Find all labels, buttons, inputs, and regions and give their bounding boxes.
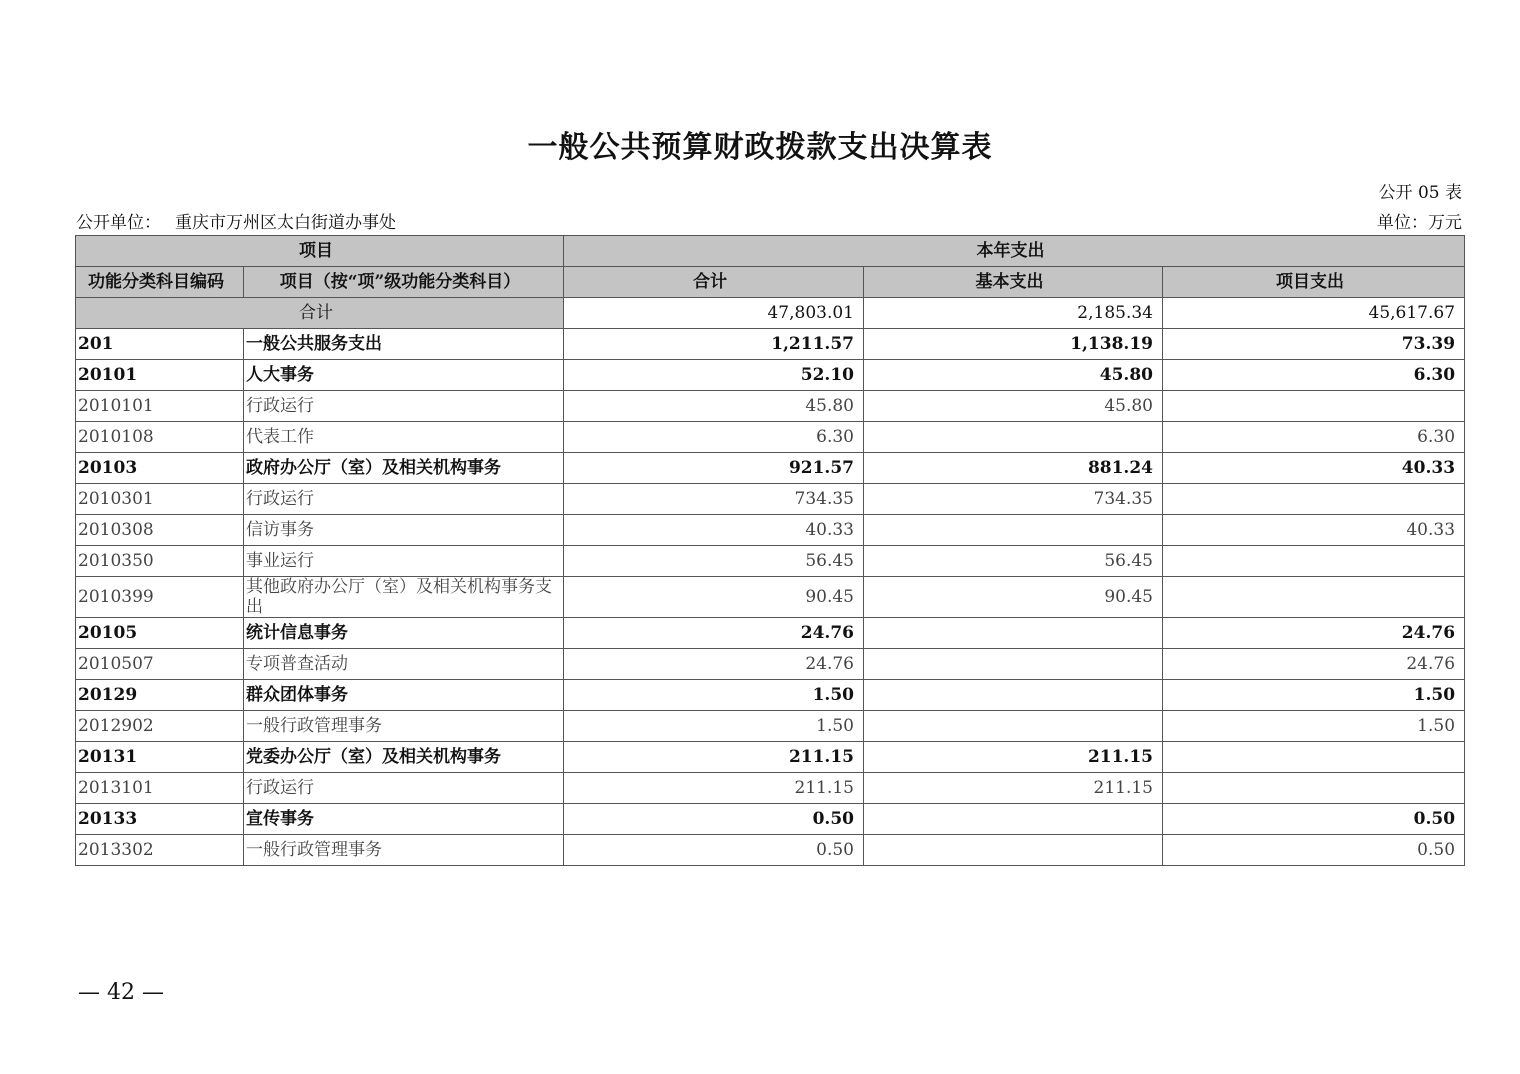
row-project	[1163, 773, 1465, 804]
table-row	[76, 835, 1465, 866]
unit-name: 重庆市万州区太白街道办事处	[175, 213, 396, 233]
row-code: 2013302	[76, 835, 244, 866]
row-code: 20133	[76, 804, 244, 835]
row-code: 2010101	[76, 391, 244, 422]
row-code: 2010507	[76, 649, 244, 680]
row-total: 0.50	[564, 835, 864, 866]
currency-unit: 单位：万元	[1377, 213, 1462, 233]
table-row	[76, 618, 1465, 649]
total-row	[76, 298, 1465, 329]
row-code: 20129	[76, 680, 244, 711]
row-name: 一般行政管理事务	[244, 835, 564, 866]
row-basic: 881.24	[864, 453, 1163, 484]
table-row	[76, 329, 1465, 360]
row-basic: 734.35	[864, 484, 1163, 515]
row-total: 1,211.57	[564, 329, 864, 360]
row-project: 0.50	[1163, 804, 1465, 835]
table-row	[76, 360, 1465, 391]
table-row	[76, 453, 1465, 484]
row-total: 0.50	[564, 804, 864, 835]
row-name: 统计信息事务	[244, 618, 564, 649]
reporting-unit	[76, 208, 410, 233]
row-basic	[864, 649, 1163, 680]
row-total: 90.45	[564, 577, 864, 618]
table-row	[76, 546, 1465, 577]
table-row	[76, 680, 1465, 711]
row-basic	[864, 422, 1163, 453]
row-name: 一般行政管理事务	[244, 711, 564, 742]
row-code: 20105	[76, 618, 244, 649]
row-project	[1163, 546, 1465, 577]
row-project: 1.50	[1163, 680, 1465, 711]
row-total: 6.30	[564, 422, 864, 453]
row-name: 宣传事务	[244, 804, 564, 835]
header-item-name: 项目（按“项”级功能分类科目）	[244, 267, 564, 298]
row-basic: 211.15	[864, 773, 1163, 804]
row-project: 24.76	[1163, 649, 1465, 680]
row-code: 20101	[76, 360, 244, 391]
row-code: 2010399	[76, 577, 244, 618]
row-code: 2010350	[76, 546, 244, 577]
row-total: 56.45	[564, 546, 864, 577]
row-total: 1.50	[564, 711, 864, 742]
row-code: 2013101	[76, 773, 244, 804]
row-basic: 45.80	[864, 360, 1163, 391]
table-row	[76, 391, 1465, 422]
row-name: 人大事务	[244, 360, 564, 391]
row-project: 1.50	[1163, 711, 1465, 742]
row-total: 24.76	[564, 618, 864, 649]
total-project: 45,617.67	[1163, 298, 1465, 329]
header-year-expense: 本年支出	[564, 236, 1465, 267]
row-project	[1163, 391, 1465, 422]
table-row	[76, 773, 1465, 804]
row-project	[1163, 577, 1465, 618]
row-code: 2012902	[76, 711, 244, 742]
row-total: 211.15	[564, 742, 864, 773]
row-name: 行政运行	[244, 773, 564, 804]
row-total: 734.35	[564, 484, 864, 515]
row-name: 其他政府办公厅（室）及相关机构事务支出	[244, 577, 564, 618]
table-body	[76, 329, 1465, 866]
table-row	[76, 742, 1465, 773]
table-row	[76, 649, 1465, 680]
table-row	[76, 422, 1465, 453]
row-total: 40.33	[564, 515, 864, 546]
row-code: 2010308	[76, 515, 244, 546]
row-basic	[864, 618, 1163, 649]
row-basic	[864, 804, 1163, 835]
row-name: 专项普查活动	[244, 649, 564, 680]
row-basic: 45.80	[864, 391, 1163, 422]
row-total: 45.80	[564, 391, 864, 422]
row-basic	[864, 835, 1163, 866]
row-total: 24.76	[564, 649, 864, 680]
header-total: 合计	[564, 267, 864, 298]
header-basic: 基本支出	[864, 267, 1163, 298]
row-basic	[864, 711, 1163, 742]
row-basic	[864, 515, 1163, 546]
row-name: 行政运行	[244, 484, 564, 515]
row-total: 211.15	[564, 773, 864, 804]
row-project: 73.39	[1163, 329, 1465, 360]
row-project: 0.50	[1163, 835, 1465, 866]
row-basic: 56.45	[864, 546, 1163, 577]
header-project: 项目支出	[1163, 267, 1465, 298]
table-row	[76, 577, 1465, 618]
row-project: 6.30	[1163, 360, 1465, 391]
row-project: 40.33	[1163, 515, 1465, 546]
page-title: 一般公共预算财政拨款支出决算表	[527, 130, 993, 165]
row-code: 20131	[76, 742, 244, 773]
row-total: 52.10	[564, 360, 864, 391]
row-code: 20103	[76, 453, 244, 484]
row-name: 行政运行	[244, 391, 564, 422]
row-project: 24.76	[1163, 618, 1465, 649]
row-total: 921.57	[564, 453, 864, 484]
row-project	[1163, 742, 1465, 773]
row-name: 党委办公厅（室）及相关机构事务	[244, 742, 564, 773]
row-basic: 90.45	[864, 577, 1163, 618]
row-name: 政府办公厅（室）及相关机构事务	[244, 453, 564, 484]
header-item: 项目	[76, 236, 564, 267]
header-code: 功能分类科目编码	[76, 267, 244, 298]
row-basic: 211.15	[864, 742, 1163, 773]
row-name: 代表工作	[244, 422, 564, 453]
row-basic: 1,138.19	[864, 329, 1163, 360]
row-code: 2010301	[76, 484, 244, 515]
row-project: 6.30	[1163, 422, 1465, 453]
row-name: 事业运行	[244, 546, 564, 577]
total-amount: 47,803.01	[564, 298, 864, 329]
unit-label: 公开单位：	[76, 213, 161, 233]
row-name: 一般公共服务支出	[244, 329, 564, 360]
row-code: 201	[76, 329, 244, 360]
total-label: 合计	[76, 298, 564, 329]
row-name: 信访事务	[244, 515, 564, 546]
table-row	[76, 484, 1465, 515]
expenditure-table	[75, 235, 1465, 866]
row-code: 2010108	[76, 422, 244, 453]
row-project	[1163, 484, 1465, 515]
row-name: 群众团体事务	[244, 680, 564, 711]
table-row	[76, 804, 1465, 835]
form-number: 公开 05 表	[1378, 183, 1462, 203]
total-basic: 2,185.34	[864, 298, 1163, 329]
row-basic	[864, 680, 1163, 711]
table-row	[76, 515, 1465, 546]
row-project: 40.33	[1163, 453, 1465, 484]
row-total: 1.50	[564, 680, 864, 711]
page-number: — 42 —	[78, 980, 164, 1005]
table-row	[76, 711, 1465, 742]
